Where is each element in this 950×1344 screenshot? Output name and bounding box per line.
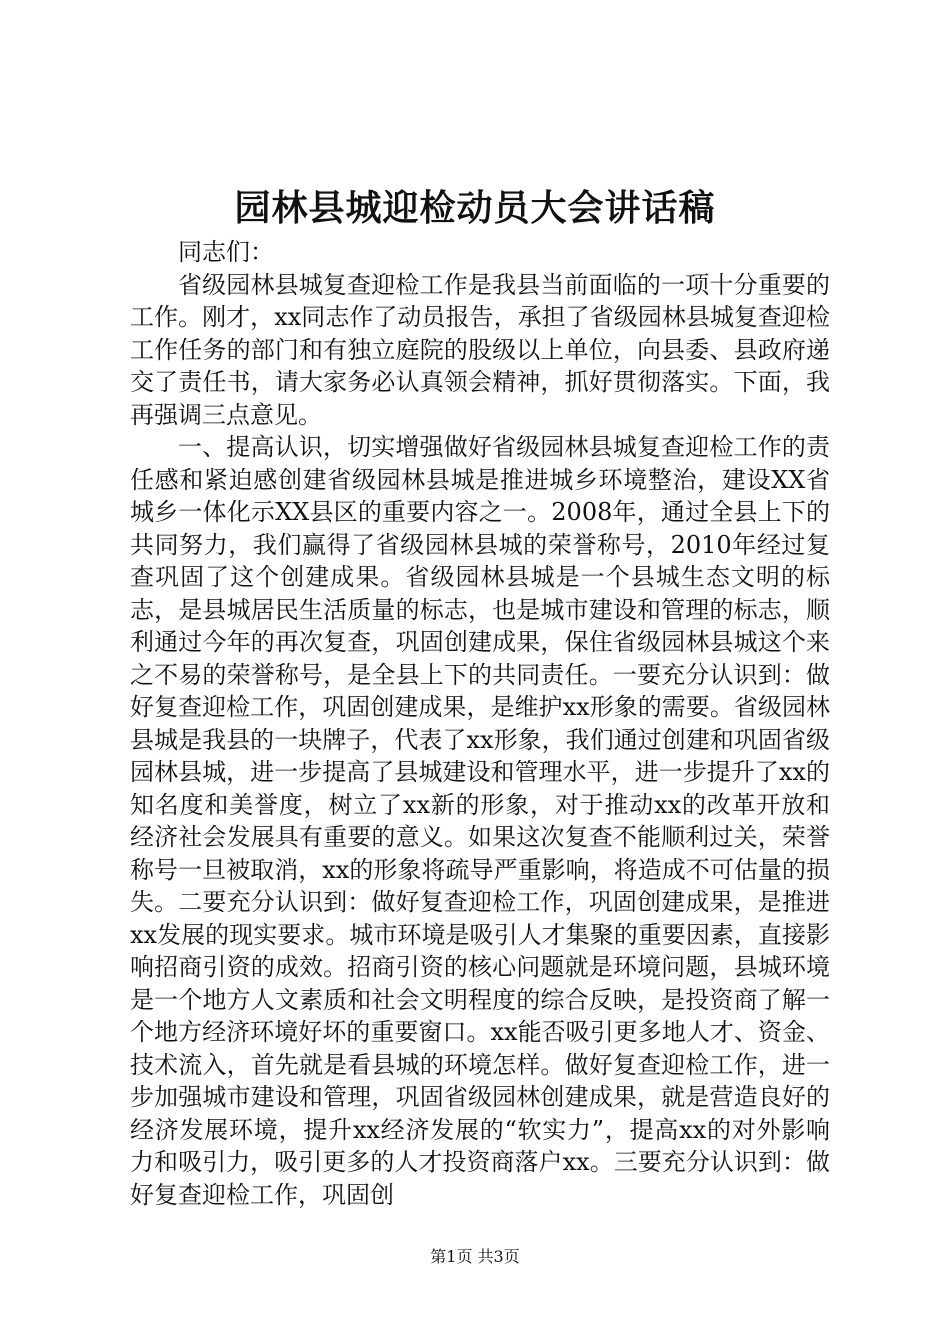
paragraph-section-one: 一、提高认识，切实增强做好省级园林县城复查迎检工作的责任感和紧迫感创建省级园林县城是推进城乡环境整治，建设XX省城乡一体化示XX县区的重要内容之一。2008年，通过全县上下的共同努力，我们赢得了省级园林县城的荣誉称号，2010年经过复查巩固了这个创建成果。省级园林县城是一个县城生态文明的标志，是县城居民生活质量的标志，也是城市建设和管理的标志，顺利通过今年的再次复查，巩固创建成果，保住省级园林县城这个来之不易的荣誉称号，是全县上下的共同责任。一要充分认识到：做好复查迎检工作，巩固创建成果，是维护xx形象的需要。省级园林县城是我县的一块牌子，代表了xx形象，我们通过创建和巩固省级园林县城，进一步提高了县城建设和管理水平，进一步提升了xx的知名度和美誉度，树立了xx新的形象，对于推动xx的改革开放和经济社会发展具有重要的意义。如果这次复查不能顺利过关，荣誉称号一旦被取消，xx的形象将疏导严重影响，将造成不可估量的损失。二要充分认识到：做好复查迎检工作，巩固创建成果，是推进xx发展的现实要求。城市环境是吸引人才集聚的重要因素，直接影响招商引资的成效。招商引资的核心问题就是环境问题，县城环境是一个地方人文素质和社会文明程度的综合反映，是投资商了解一个地方经济环境好坏的重要窗口。xx能否吸引更多地人才、资金、技术流入，首先就是看县城的环境怎样。做好复查迎检工作，进一步加强城市建设和管理，巩固省级园林创建成果，就是营造良好的经济发展环境，提升xx经济发展的“软实力”，提高xx的对外影响力和吸引力，吸引更多的人才投资商落户xx。三要充分认识到：做好复查迎检工作，巩固创 [130,433,830,1209]
document-title: 园林县城迎检动员大会讲话稿 [234,187,716,229]
greeting: 同志们： [178,238,274,266]
document-body [130,236,830,1211]
paragraph-intro: 省级园林县城复查迎检工作是我县当前面临的一项十分重要的工作。刚才，xx同志作了动员报告，承担了省级园林县城复查迎检工作任务的部门和有独立庭院的股级以上单位，向县委、县政府递交了责任书，请大家务必认真领会精神，抓好贯彻落实。下面，我再强调三点意见。 [130,270,830,429]
page-footer: 第1页 共3页 [430,1247,520,1266]
